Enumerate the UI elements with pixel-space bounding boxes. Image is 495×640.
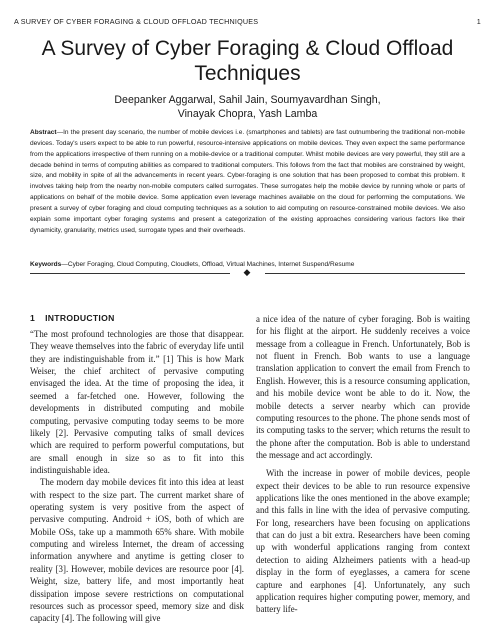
right-column (256, 313, 470, 616)
abstract-text: —In the present day scenario, the number of mobile devices i.e. (smartphones and tablets) are fast outnumbering the traditional non-mobile devices. Today's users expect to be able to run powerful, resource-intensive applications on mobile devices. They even expect the same performance from the applications irrespective of them running on a mobile-device or a traditional computer. Whilst mobile devices are very powerful, they still are a decade behind in terms of computing abilities as compared to traditional computers. This follows from the fact that mobiles are constrained by weight, size, and mobility in spite of all the advancements in recent years. Cyber-foraging is one solution that has been proposed to combat this problem. It involves taking help from the nearby non-mobile computers called surrogates. These surrogates help the mobile device by running whole or parts of applications on behalf of the mobile device. Some application even leverage machines available on the cloud for performing the computations. We present a survey of cyber foraging and cloud computing techniques as a solution to aid computing on resource-constrained mobile devices. We also explain some important cyber foraging systems and present a categorization of the existing approaches considering various factors like their dynamicity, granularity, metrics used, surrogate types and their overheads. (30, 129, 465, 234)
section-separator (30, 270, 465, 276)
paper-title: A Survey of Cyber Foraging & Cloud Offload Techniques (41, 37, 454, 85)
section-heading (30, 313, 115, 323)
keywords-label: Keywords (30, 261, 62, 268)
diamond-icon: ◆ (243, 268, 251, 278)
separator-line-left (30, 273, 230, 274)
paragraph: “The most profound technologies are those that disappear. They weave themselves into the fabric of everyday life until they are indistinguishable from it.” [1] This is how Mark Weiser, the chief architect of pervasive computing envisaged the idea. At the time of proposing the idea, it seemed a far-fetched one. However, following the developments in distributed computing and mobile computing, pervasive computing today seems to be more likely [2]. Pervasive computing talks of small devices which are required to perform powerful computations, but are small enough in size so as to fit into this indistinguishable idea. (30, 329, 244, 475)
paragraph: With the increase in power of mobile devices, people expect their devices to be able to run resource expensive applications like the ones mentioned in the above example; and this falls in line with the idea of pervasive computing. For long, researchers have been focusing on applications that can do just a bit extra. Researchers have been coming up with wonderful applications ranging from context detection to aiding Alzheimers patients with a head-up display in the form of eyeglasses, a camera for scene capture and earphones [4]. Unfortunately, any such application requires higher computing power, memory, and battery life- (256, 468, 470, 615)
keywords-text: —Cyber Foraging, Cloud Computing, Cloudlets, Offload, Virtual Machines, Internet Suspend/Resume (61, 261, 355, 268)
author-list (60, 94, 435, 121)
left-column (30, 328, 244, 625)
paragraph: The modern day mobile devices fit into this idea at least with respect to the size part. The current market share of operating system is very positive from the aspect of pervasive computing. Android + iOS, both of which are Mobile OSs, take up a mammoth 65% share. With mobile computing and wireless Internet, the dream of accessing information anywhere and anytime is getting closer to reality [3]. However, mobile devices are resource poor [4]. Weight, size, battery life, and most importantly heat dissipation impose severe restrictions on computational resources such as processor speed, memory size and disk capacity [4]. The following will give (30, 477, 244, 624)
abstract (30, 128, 465, 236)
running-header (14, 17, 481, 26)
paragraph: a nice idea of the nature of cyber foraging. Bob is waiting for his flight at the airport. He suddenly receives a voice message from a colleague in French. Unfortunately, Bob is not fluent in French. Bob wants to use a language translation application to convert the email from French to English. However, this is a resource consuming application, and his mobile device wont be able to do it. Now, the mobile detects a server nearby which can provide computing resources to the phone. The phone sends most of its computing tasks to the server; which returns the result to the phone after the computation. Bob is able to understand the message and act accordingly. (256, 314, 470, 460)
abstract-label: Abstract (30, 129, 57, 136)
author-line-2: Vinayak Chopra, Yash Lamba (177, 107, 318, 120)
section-number: 1 (30, 313, 36, 323)
separator-line-right (265, 273, 465, 274)
page-number: 1 (476, 17, 481, 26)
running-header-title: A SURVEY OF CYBER FORAGING & CLOUD OFFLOAD TECHNIQUES (14, 17, 259, 26)
section-title: INTRODUCTION (45, 313, 115, 323)
author-line-1: Deepanker Aggarwal, Sahil Jain, Soumyavardhan Singh, (114, 94, 381, 106)
